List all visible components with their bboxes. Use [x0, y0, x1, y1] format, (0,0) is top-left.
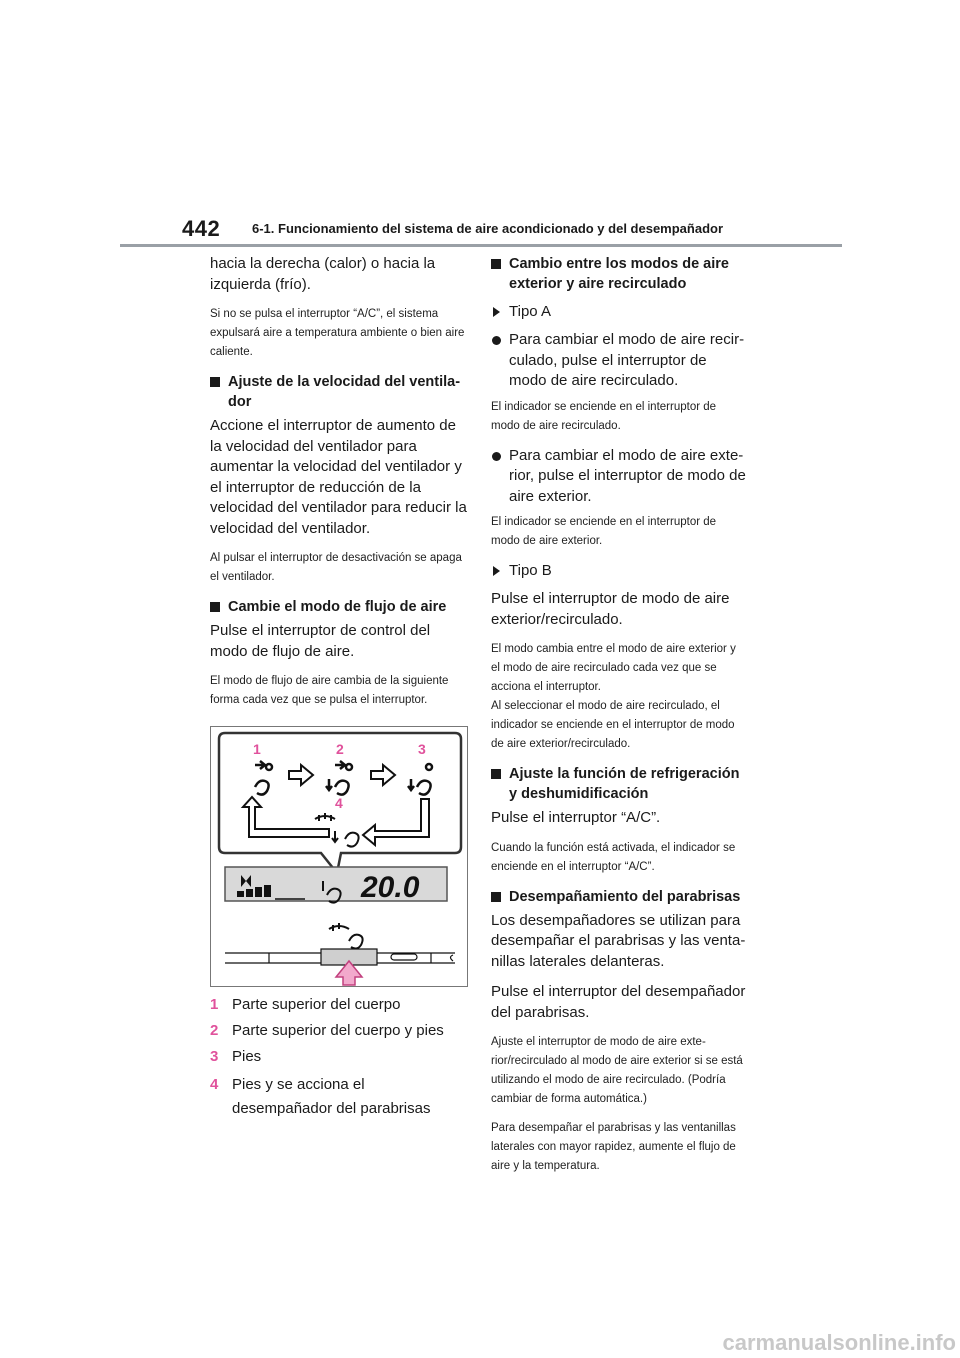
- indicator-slot: [391, 954, 417, 960]
- airflow-heading-text: Cambie el modo de flujo de aire: [228, 599, 447, 615]
- header-rule: [120, 244, 842, 247]
- recirc-note: El indicador se enciende en el interruptor de modo de aire recirculado.: [491, 400, 717, 432]
- legend-item: 2 Parte superior del cuerpo y pies: [210, 1022, 444, 1039]
- fan-heading-text: Ajuste de la velocidad del ventilador: [228, 374, 461, 410]
- type-b-label: Tipo B: [491, 561, 747, 581]
- type-b-note-1: El modo cambia entre el modo de aire exterior y el modo de aire recirculado cada vez que se acciona el interruptor.: [491, 643, 736, 693]
- type-b-note-2: Al seleccionar el modo de aire recirculado, el indicador se enciende en el interruptor de modo de aire exterior/recirculado.: [491, 700, 735, 750]
- type-a-label: Tipo A: [491, 302, 747, 322]
- dot-bullet-icon: [492, 452, 501, 461]
- type-b-text: Pulse el interruptor de modo de aire exterior/recirculado.: [491, 590, 730, 628]
- airflow-note: El modo de flujo de aire cambia de la siguiente forma cada vez que se pulsa el interruptor.: [210, 675, 449, 706]
- figure-label-2: 2: [336, 741, 344, 757]
- square-bullet-icon: [210, 377, 220, 387]
- recirc-bullet: Para cambiar el modo de aire recirculado, pulse el interruptor de modo de aire recirculado.: [491, 330, 747, 392]
- square-bullet-icon: [491, 769, 501, 779]
- page-header-title: 6-1. Funcionamiento del sistema de aire acondicionado y del desempañador: [252, 221, 724, 236]
- fan-heading: [210, 372, 468, 412]
- figure-label-4: 4: [335, 795, 343, 811]
- fan-text: Accione el interruptor de aumento de la velocidad del ventilador para aumentar la velocidad del ventilador y el interruptor de reducción de la velocidad del ventilador para reducir la velocidad del ventilador.: [210, 417, 467, 537]
- ac-text: Pulse el interruptor “A/C”.: [491, 809, 661, 826]
- airflow-heading: [210, 597, 468, 617]
- defog-button-icon: [329, 923, 363, 949]
- ac-heading: Ajuste la función de refrigeración y deshumidificación: [491, 764, 747, 804]
- airflow-text: Pulse el interruptor de control del modo de flujo de aire.: [210, 622, 431, 660]
- intro-note: Si no se pulsa el interruptor “A/C”, el sistema expulsará aire a temperatura ambiente o bien aire caliente.: [210, 308, 465, 358]
- legend-item: 1 Parte superior del cuerpo: [210, 996, 401, 1013]
- figure-label-3: 3: [418, 741, 426, 757]
- airflow-mode-figure: [210, 726, 468, 987]
- defog-note-1: Ajuste el interruptor de modo de aire exterior/recirculado al modo de aire exterior si se está utilizando el modo de aire recirculado. (Podría cambiar de forma automática.): [491, 1036, 743, 1105]
- legend-item: 3 Pies: [210, 1048, 262, 1065]
- intro-text: hacia la derecha (calor) o hacia la izquierda (frío).: [210, 255, 436, 293]
- page-number: 442: [182, 216, 221, 241]
- triangle-bullet-icon: [493, 307, 500, 317]
- defog-text-2: Pulse el interruptor del desempañador del parabrisas.: [491, 983, 746, 1021]
- ext-note: El indicador se enciende en el interruptor de modo de aire exterior.: [491, 516, 717, 547]
- square-bullet-icon: [491, 259, 501, 269]
- ext-bullet: Para cambiar el modo de aire exterior, pulse el interruptor de modo de aire exterior.: [491, 446, 747, 508]
- right-column: [491, 254, 747, 1186]
- temperature-readout: 20.0: [361, 871, 420, 904]
- defog-note-2: Para desempañar el parabrisas y las ventanillas laterales con mayor rapidez, aumente el flujo de aire y la temperatura.: [491, 1122, 736, 1172]
- ac-note: Cuando la función está activada, el indicador se enciende en el interruptor “A/C”.: [491, 841, 736, 873]
- legend-item: 4 Pies y se acciona el desempañador del parabrisas: [210, 1076, 431, 1117]
- dot-bullet-icon: [492, 336, 501, 345]
- defog-heading: Desempañamiento del parabrisas: [491, 887, 747, 907]
- square-bullet-icon: [491, 892, 501, 902]
- triangle-bullet-icon: [493, 566, 500, 576]
- recirc-heading: Cambio entre los modos de aire exterior y aire recirculado: [491, 254, 747, 294]
- left-column: [210, 254, 468, 1127]
- fan-note: Al pulsar el interruptor de desactivación se apaga el ventilador.: [210, 552, 462, 583]
- watermark: carmanualsonline.info: [722, 1330, 956, 1355]
- square-bullet-icon: [210, 602, 220, 612]
- defog-text-1: Los desempañadores se utilizan para desempañar el parabrisas y las ventanillas laterales delanteras.: [491, 911, 746, 970]
- airflow-diagram: [211, 727, 467, 986]
- figure-label-1: 1: [253, 741, 261, 757]
